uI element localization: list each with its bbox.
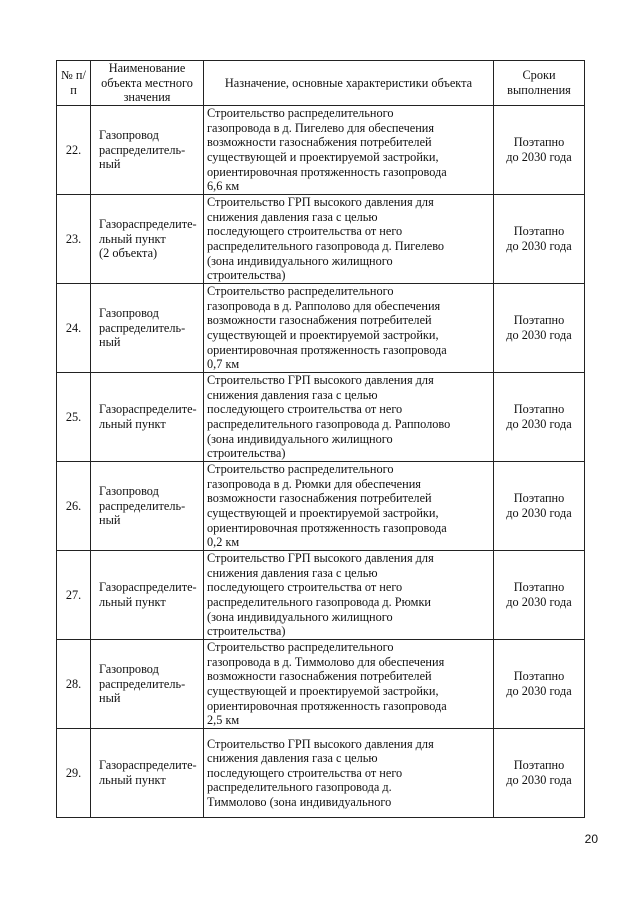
- row-number: 29.: [57, 729, 91, 818]
- row-number: 24.: [57, 284, 91, 373]
- objects-table-container: [56, 60, 584, 818]
- row-description: Строительство ГРП высокого давления для снижения давления газа с целью последующего строительства от него распределительного газопровода д. Тиммолово (зона индивидуального: [204, 729, 494, 818]
- table-row: [57, 373, 585, 462]
- row-deadline: Поэтапно до 2030 года: [494, 462, 585, 551]
- row-object-name: Газопровод распределитель- ный: [91, 640, 204, 729]
- row-deadline: Поэтапно до 2030 года: [494, 551, 585, 640]
- row-number: 25.: [57, 373, 91, 462]
- row-object-name: Газораспределите- льный пункт: [91, 729, 204, 818]
- row-description: Строительство распределительного газопровода в д. Тиммолово для обеспечения возможности газоснабжения потребителей существующей и проектируемой застройки, ориентировочная протяженность газопровода 2,5 км: [204, 640, 494, 729]
- row-deadline: Поэтапно до 2030 года: [494, 195, 585, 284]
- row-description: Строительство ГРП высокого давления для снижения давления газа с целью последующего строительства от него распределительного газопровода д. Пигелево (зона индивидуального жилищного строительства): [204, 195, 494, 284]
- table-row: [57, 640, 585, 729]
- table-row: [57, 284, 585, 373]
- header-object-name: Наименование объекта местного значения: [91, 61, 204, 106]
- table-row: [57, 195, 585, 284]
- row-number: 28.: [57, 640, 91, 729]
- row-description: Строительство ГРП высокого давления для снижения давления газа с целью последующего строительства от него распределительного газопровода д. Рапполово (зона индивидуального жилищного строительства): [204, 373, 494, 462]
- header-purpose: Назначение, основные характеристики объекта: [204, 61, 494, 106]
- table-row: [57, 106, 585, 195]
- row-object-name: Газораспределите- льный пункт: [91, 551, 204, 640]
- table-row: [57, 551, 585, 640]
- row-number: 22.: [57, 106, 91, 195]
- table-header-row: [57, 61, 585, 106]
- row-object-name: Газопровод распределитель- ный: [91, 462, 204, 551]
- row-object-name: Газораспределите- льный пункт: [91, 373, 204, 462]
- table-row: [57, 729, 585, 818]
- header-number: № п/п: [57, 61, 91, 106]
- row-deadline: Поэтапно до 2030 года: [494, 373, 585, 462]
- row-number: 23.: [57, 195, 91, 284]
- row-description: Строительство ГРП высокого давления для снижения давления газа с целью последующего строительства от него распределительного газопровода д. Рюмки (зона индивидуального жилищного строительства): [204, 551, 494, 640]
- row-description: Строительство распределительного газопровода в д. Пигелево для обеспечения возможности газоснабжения потребителей существующей и проектируемой застройки, ориентировочная протяженность газопровода 6,6 км: [204, 106, 494, 195]
- row-description: Строительство распределительного газопровода в д. Рапполово для обеспечения возможности газоснабжения потребителей существующей и проектируемой застройки, ориентировочная протяженность газопровода 0,7 км: [204, 284, 494, 373]
- table-row: [57, 462, 585, 551]
- row-deadline: Поэтапно до 2030 года: [494, 640, 585, 729]
- row-number: 26.: [57, 462, 91, 551]
- row-deadline: Поэтапно до 2030 года: [494, 106, 585, 195]
- row-deadline: Поэтапно до 2030 года: [494, 729, 585, 818]
- row-object-name: Газопровод распределитель- ный: [91, 106, 204, 195]
- row-object-name: Газопровод распределитель- ный: [91, 284, 204, 373]
- objects-table: [56, 60, 585, 818]
- row-number: 27.: [57, 551, 91, 640]
- row-deadline: Поэтапно до 2030 года: [494, 284, 585, 373]
- row-object-name: Газораспределите- льный пункт (2 объекта): [91, 195, 204, 284]
- header-deadline: Сроки выполнения: [494, 61, 585, 106]
- page-number: 20: [584, 832, 598, 846]
- row-description: Строительство распределительного газопровода в д. Рюмки для обеспечения возможности газоснабжения потребителей существующей и проектируемой застройки, ориентировочная протяженность газопровода 0,2 км: [204, 462, 494, 551]
